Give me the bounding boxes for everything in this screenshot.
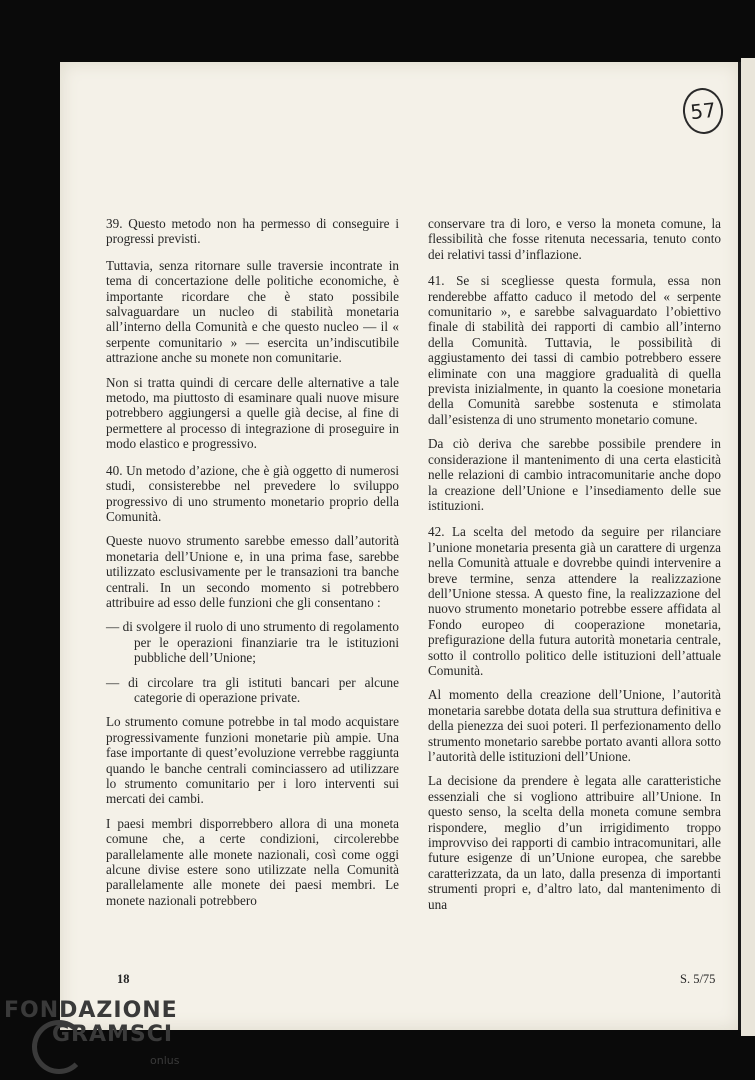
left-text-column: [106, 216, 399, 917]
right-text-column: [428, 216, 721, 921]
paragraph: Non si tratta quindi di cercare delle alternative a tale metodo, ma piuttosto di esaminare quali nuove misure potrebbero aggiungersi a quelle già decise, al fine di permettere al processo di integrazione di proseguire in modo elastico e progressivo.: [106, 374, 399, 452]
logo-line-1: FONDAZIONE: [4, 998, 178, 1023]
fondazione-gramsci-logo: [4, 998, 204, 1078]
paragraph: Tuttavia, senza ritornare sulle traversie incontrate in tema di concertazione delle politiche economiche, è importante ricordare che è stato possibile salvaguardare un nucleo di stabilità monetaria all’interno della Comunità e che questo nucleo — il « serpente comunitario » — esercita un’indiscutibile attrazione anche su monete non comunitarie.: [106, 257, 399, 366]
paragraph: 41. Se si scegliesse questa formula, essa non renderebbe affatto caduco il metodo del « serpente comunitario », e sarebbe salvaguardato l’obiettivo finale di stabilità dei rapporti di cambio all’interno della Comunità. Tuttavia, le possibilità di aggiustamento dei tassi di cambio potrebbero essere eliminate con una maggiore gradualità di quella prevista inizialmente, in quanto la coesione monetaria della Comunità sarebbe sostenuta e stimolata dall’esistenza di uno strumento monetario comune.: [428, 273, 721, 427]
list-item: — di circolare tra gli istituti bancari per alcune categorie di operazione private.: [106, 674, 399, 705]
handwritten-page-number: 57: [681, 86, 726, 136]
paragraph: 42. La scelta del metodo da seguire per rilanciare l’unione monetaria presenta già un carattere di urgenza nella Comunità attuale e dovrebbe quindi intervenire a breve termine, senza attendere la realizzazione dell’Unione stessa. A questo fine, la realizzazione del nuovo strumento monetario potrebbe essere affidata al Fondo europeo di cooperazione monetaria, prefigurazione della futura autorità monetaria centrale, sotto il controllo politico delle istituzioni dell’attuale Comunità.: [428, 524, 721, 678]
paragraph: Da ciò deriva che sarebbe possibile prendere in considerazione il mantenimento di una certa elasticità nelle relazioni di cambio intracomunitarie anche dopo la creazione dell’Unione e l’insediamento delle sue istituzioni.: [428, 436, 721, 513]
paragraph: 39. Questo metodo non ha permesso di conseguire i progressi previsti.: [106, 216, 399, 247]
next-page-edge: [741, 58, 755, 1036]
logo-line-3: onlus: [150, 1054, 180, 1067]
paragraph: I paesi membri disporrebbero allora di una moneta comune che, a certe condizioni, circolerebbe parallelamente alle monete nazionali, così come oggi alcune divise estere sono utilizzate nella Comunità parallelamente alle monete dei paesi membri. Le monete nazionali potrebbero: [106, 815, 399, 908]
logo-line-2: GRAMSCI: [52, 1022, 174, 1047]
paragraph: Queste nuovo strumento sarebbe emesso dall’autorità monetaria dell’Unione e, in una prima fase, sarebbe utilizzato esclusivamente per le transazioni tra banche centrali. In un secondo momento si potrebbero attribuire ad esso delle funzioni che gli consentano :: [106, 533, 399, 610]
page-number: 18: [117, 972, 130, 986]
paragraph: 40. Un metodo d’azione, che è già oggetto di numerosi studi, consisterebbe nel prevedere lo sviluppo progressivo di uno strumento monetario proprio della Comunità.: [106, 462, 399, 524]
document-reference: S. 5/75: [680, 972, 716, 986]
paragraph: Lo strumento comune potrebbe in tal modo acquistare progressivamente funzioni monetarie più ampie. Una fase importante di quest’evoluzione verrebbe raggiunta quando le banche centrali cominciassero ad utilizzare lo strumento comunitario per i loro interventi sui mercati dei cambi.: [106, 714, 399, 807]
paragraph: La decisione da prendere è legata alle caratteristiche essenziali che si vogliono attribuire all’Unione. In questo senso, la scelta della moneta comune sembra rispondere, meglio d’un irrigidimento troppo improvviso dei rapporti di cambio intracomunitari, alle future esigenze di un’Unione europea, che sarebbe caratterizzata, da un lato, dalla presenza di importanti strumenti propri e, d’altro lato, dal mantenimento di una: [428, 773, 721, 912]
list-item: — di svolgere il ruolo di uno strumento di regolamento per le operazioni finanziarie tra le istituzioni pubbliche dell’Unione;: [106, 619, 399, 666]
paragraph: Al momento della creazione dell’Unione, l’autorità monetaria sarebbe dotata della sua struttura definitiva e della pienezza dei suoi poteri. Il perfezionamento dello strumento monetario sarebbe portato avanti allora sotto l’autorità delle istituzioni dell’Unione.: [428, 687, 721, 764]
paragraph: conservare tra di loro, e verso la moneta comune, la flessibilità che fosse ritenuta necessaria, tenuto conto dei relativi tassi d’inflazione.: [428, 216, 721, 262]
